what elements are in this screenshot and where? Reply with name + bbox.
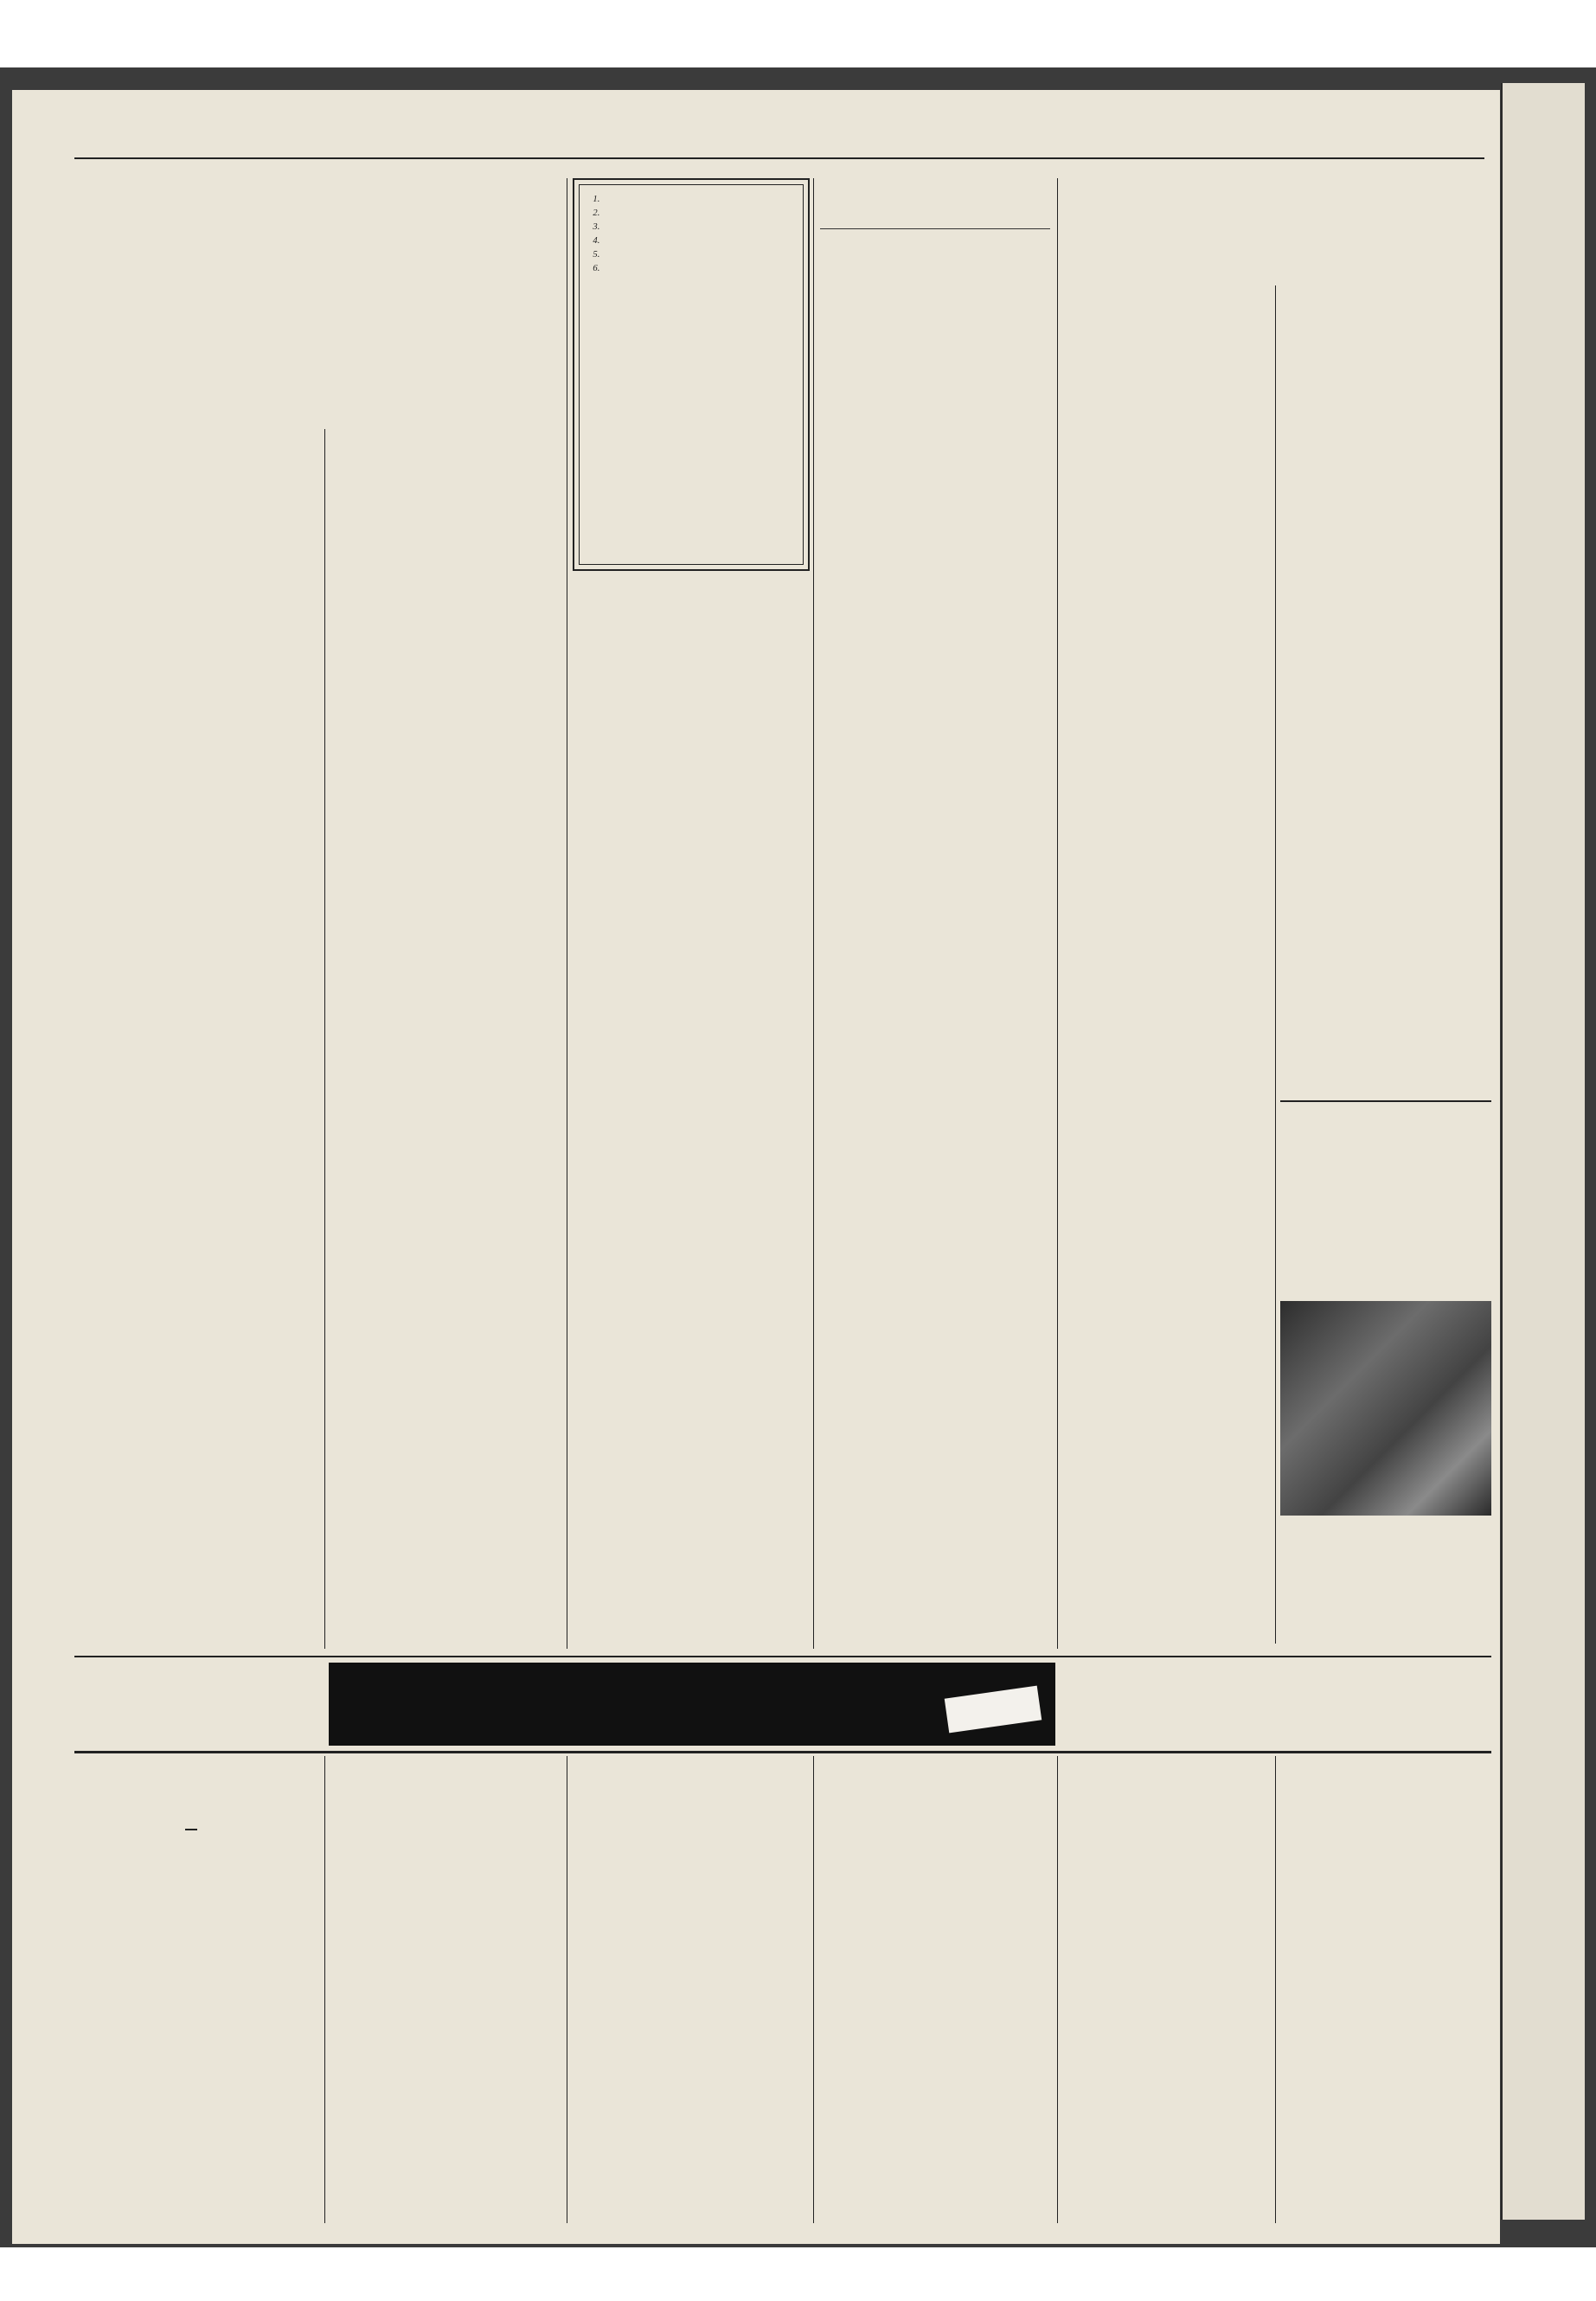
voetbal-body [820, 216, 1050, 1644]
brugge-lead [87, 275, 554, 372]
belangstelling-body [87, 502, 320, 1713]
section-rule [74, 1656, 1491, 1657]
herkingen-body-2 [1280, 285, 1491, 1099]
list-item [602, 235, 794, 247]
mid1-column [329, 431, 562, 1659]
column-rule [324, 1756, 325, 2223]
page-header [74, 138, 1474, 157]
ad-maker [945, 1691, 1038, 1704]
feuilleton-col-1 [87, 1849, 317, 2221]
feuilleton-col-2 [329, 1761, 559, 2221]
column-rule [324, 429, 325, 1649]
list-item [602, 221, 794, 233]
column-rule [1057, 178, 1058, 1649]
ad-maker-badge [945, 1686, 1042, 1734]
list-item [602, 263, 794, 274]
column-rule [1275, 1756, 1276, 2223]
adjacent-page [1501, 83, 1585, 2220]
header-rule [74, 157, 1484, 159]
section-rule [74, 1751, 1491, 1753]
feuilleton-col-6 [1280, 1761, 1491, 2221]
column-rule [1057, 1756, 1058, 2223]
burgemeesters-box-inner [579, 184, 804, 565]
news-photo [1280, 1301, 1491, 1516]
feuilleton-col-4 [820, 1761, 1050, 2221]
newspaper-page [12, 90, 1500, 2244]
feuilleton-author [185, 1829, 197, 1830]
peerless-ad [329, 1663, 1055, 1746]
divider [1280, 1100, 1491, 1102]
column-rule [813, 1756, 814, 2223]
herkingen-body-1 [1062, 285, 1270, 1644]
column-rule [1275, 285, 1276, 1644]
ad-city [945, 1691, 1038, 1704]
burgemeesters-box [573, 178, 810, 571]
list-item [602, 249, 794, 260]
feuilleton-col-5 [1062, 1761, 1270, 2221]
list-item [602, 208, 794, 219]
column-rule [813, 178, 814, 1649]
mid2-column [573, 580, 806, 1661]
feuilleton-col-3 [573, 1761, 803, 2221]
divider [820, 220, 1050, 229]
box-list [588, 194, 794, 274]
list-item [602, 194, 794, 205]
veiling-body [1280, 1133, 1491, 1298]
photo-caption [1280, 1522, 1491, 1644]
